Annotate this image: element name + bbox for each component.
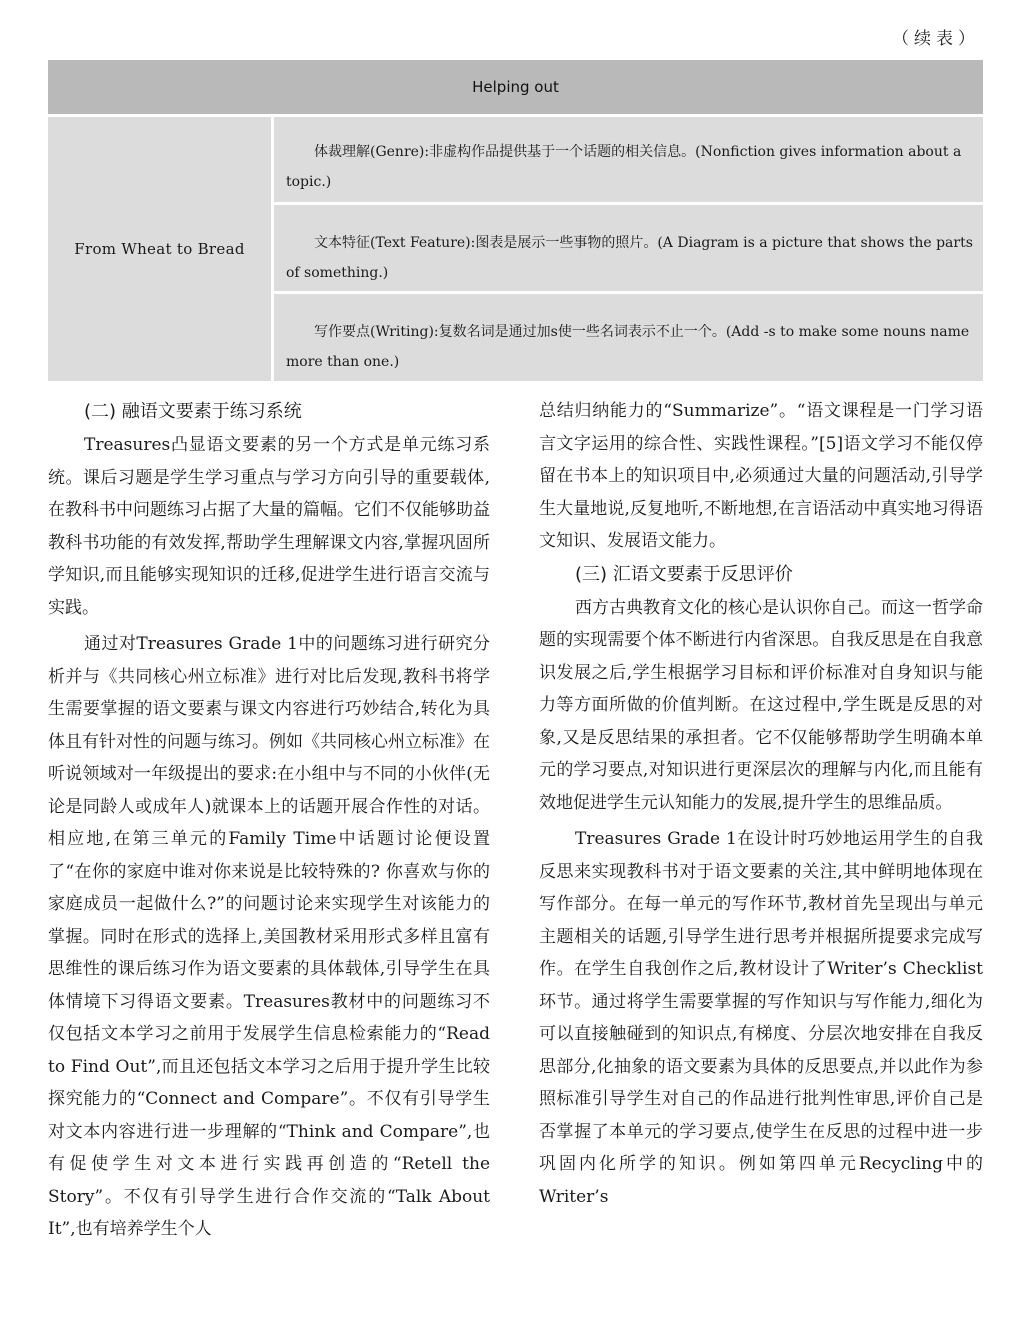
right-column [539,395,983,1213]
table-header: Helping out [48,60,983,117]
table-item-text-feature: 文本特征(Text Feature):图表是展示一些事物的照片。(A Diagram is a picture that shows the parts of something.) [274,208,983,294]
paragraph: Treasures Grade 1在设计时巧妙地运用学生的自我反思来实现教科书对于语文要素的关注,其中鲜明地体现在写作部分。在每一单元的写作环节,教材首先呈现出与单元主题相关的话题,引导学生进行思考并根据所提要求完成写作。在学生自我创作之后,教材设计了Writer’s Checklist环节。通过将学生需要掌握的写作知识与写作能力,细化为可以直接触碰到的知识点,有梯度、分层次地安排在自我反思部分,化抽象的语文要素为具体的反思要点,并以此作为参照标准引导学生对自己的作品进行批判性审思,评价自己是否掌握了本单元的学习要点,使学生在反思的过程中进一步巩固内化所学的知识。例如第四单元Recycling中的Writer’s [539,829,983,1207]
paragraph: 西方古典教育文化的核心是认识你自己。而这一哲学命题的实现需要个体不断进行内省深思。自我反思是在自我意识发展之后,学生根据学习目标和评价标准对自身知识与能力等方面所做的价值判断。在这过程中,学生既是反思的对象,又是反思结果的承担者。它不仅能够帮助学生明确本单元的学习要点,对知识进行更深层次的理解与内化,而且能有效地促进学生元认知能力的发展,提升学生的思维品质。 [539,597,983,813]
table-item-genre: 体裁理解(Genre):非虚构作品提供基于一个话题的相关信息。(Nonfiction gives information about a topic.) [274,117,983,205]
paragraph-continuation: 总结归纳能力的“Summarize”。“语文课程是一门学习语言文字运用的综合性、实践性课程。”[5]语文学习不能仅停留在书本上的知识项目中,必须通过大量的问题活动,引导学生大量地说,反复地听,不断地想,在言语活动中真实地习得语文知识、发展语文能力。 [539,401,983,551]
left-column [48,395,490,1246]
table-row-label: From Wheat to Bread [48,117,274,381]
table-item-writing: 写作要点(Writing):复数名词是通过加s使一些名词表示不止一个。(Add -s to make some nouns name more than one.) [286,324,970,370]
continued-label: （续表） [892,29,980,49]
paragraph: 通过对Treasures Grade 1中的问题练习进行研究分析并与《共同核心州立标准》进行对比后发现,教科书将学生需要掌握的语文要素与课文内容进行巧妙结合,转化为具体且有针对性的问题与练习。例如《共同核心州立标准》在听说领域对一年级提出的要求:在小组中与不同的小伙伴(无论是同龄人或成年人)就课本上的话题开展合作性的对话。相应地,在第三单元的Family Time中话题讨论便设置了“在你的家庭中谁对你来说是比较特殊的? 你喜欢与你的家庭成员一起做什么?”的问题讨论来实现学生对该能力的掌握。同时在形式的选择上,美国教材采用形式多样且富有思维性的课后练习作为语文要素的具体载体,引导学生在具体情境下习得语文要素。Treasures教材中的问题练习不仅包括文本学习之前用于发展学生信息检索能力的“Read to Find Out”,而且还包括文本学习之后用于提升学生比较探究能力的“Connect and Compare”。不仅有引导学生对文本内容进行进一步理解的“Think and Compare”,也有促使学生对文本进行实践再创造的“Retell the Story”。不仅有引导学生进行合作交流的“Talk About It”,也有培养学生个人 [48,634,490,1239]
curriculum-table [48,60,983,381]
section-heading-reflection: (三) 汇语文要素于反思评价 [575,563,793,585]
paragraph: Treasures凸显语文要素的另一个方式是单元练习系统。课后习题是学生学习重点与学习方向引导的重要载体,在教科书中问题练习占据了大量的篇幅。它们不仅能够助益教科书功能的有效发挥,帮助学生理解课文内容,掌握巩固所学知识,而且能够实现知识的迁移,促进学生进行语言交流与实践。 [48,435,490,618]
section-heading-exercises: (二) 融语文要素于练习系统 [84,401,302,422]
